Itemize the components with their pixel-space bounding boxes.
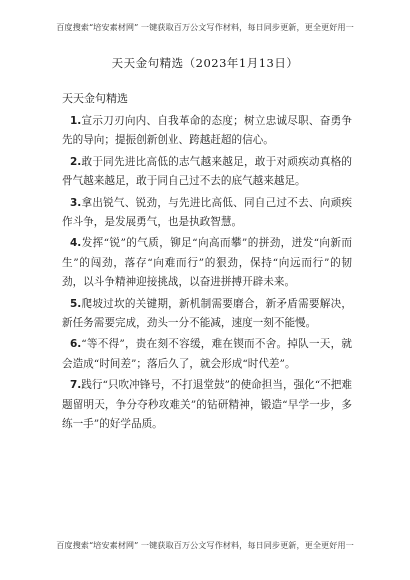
item-text: 敢于同先进比高低的志气越来越足，敢于对顽疾动真格的骨气越来越足，敢于同自己过不去的底气越来越足。 xyxy=(62,155,352,188)
item-text: 爬坡过坎的关键期，新机制需要磨合，新矛盾需要解决，新任务需要完成，劲头一分不能减，速度一刻不能慢。 xyxy=(62,297,352,330)
list-item xyxy=(62,112,352,151)
item-number: 1. xyxy=(70,115,82,127)
section-subtitle: 天天金句精选 xyxy=(62,92,128,105)
item-number: 2. xyxy=(70,155,82,168)
list-item xyxy=(62,335,352,374)
list-item xyxy=(62,295,352,334)
item-number: 7. xyxy=(70,379,82,392)
item-number: 4. xyxy=(70,237,82,250)
item-number: 3. xyxy=(70,196,82,209)
quote-list xyxy=(62,112,352,437)
item-text: “等不得”，贵在刻不容缓，难在锲而不舍。掉队一天，就会造成“时间差”；落后久了，就会形成“时代差”。 xyxy=(62,338,352,370)
item-number: 5. xyxy=(70,297,82,310)
list-item xyxy=(62,234,352,292)
list-item xyxy=(62,194,352,233)
footer-banner: 百度搜索“培安素材网” 一键获取百万公文写作材料，每日同步更新，更全更好用一 xyxy=(56,540,354,550)
item-text: 践行“只吹冲锋号，不打退堂鼓”的使命担当，强化“不把难题留明天，争分夺秒攻难关”的钻研精神，锻造“早学一步，多练一手”的好学品质。 xyxy=(62,379,352,431)
item-text: 发挥“锐”的气质，铆足“向高而攀”的拼劲，迸发“向新而生”的闯劲，落存“向难而行”的狠劲，保持“向远而行”的韧劲，以斗争精神迎接挑战，以奋进拼搏开辟未来。 xyxy=(62,237,352,289)
item-number: 6. xyxy=(70,338,82,351)
page-title: 天天金句精选（2023年1月13日） xyxy=(111,56,299,70)
item-text: 拿出锐气、锐劲，与先进比高低、同自己过不去、向顽疾作斗争，是发展勇气，也是执政智慧。 xyxy=(62,196,352,229)
header-banner: 百度搜索“培安素材网” 一键获取百万公文写作材料，每日同步更新，更全更好用一 xyxy=(56,22,354,32)
list-item xyxy=(62,376,352,434)
item-text: 宣示刀刃向内、自我革命的态度；树立忠诚尽职、奋勇争先的导向；提振创新创业、跨越赶超的信心。 xyxy=(62,115,352,147)
list-item xyxy=(62,153,352,192)
